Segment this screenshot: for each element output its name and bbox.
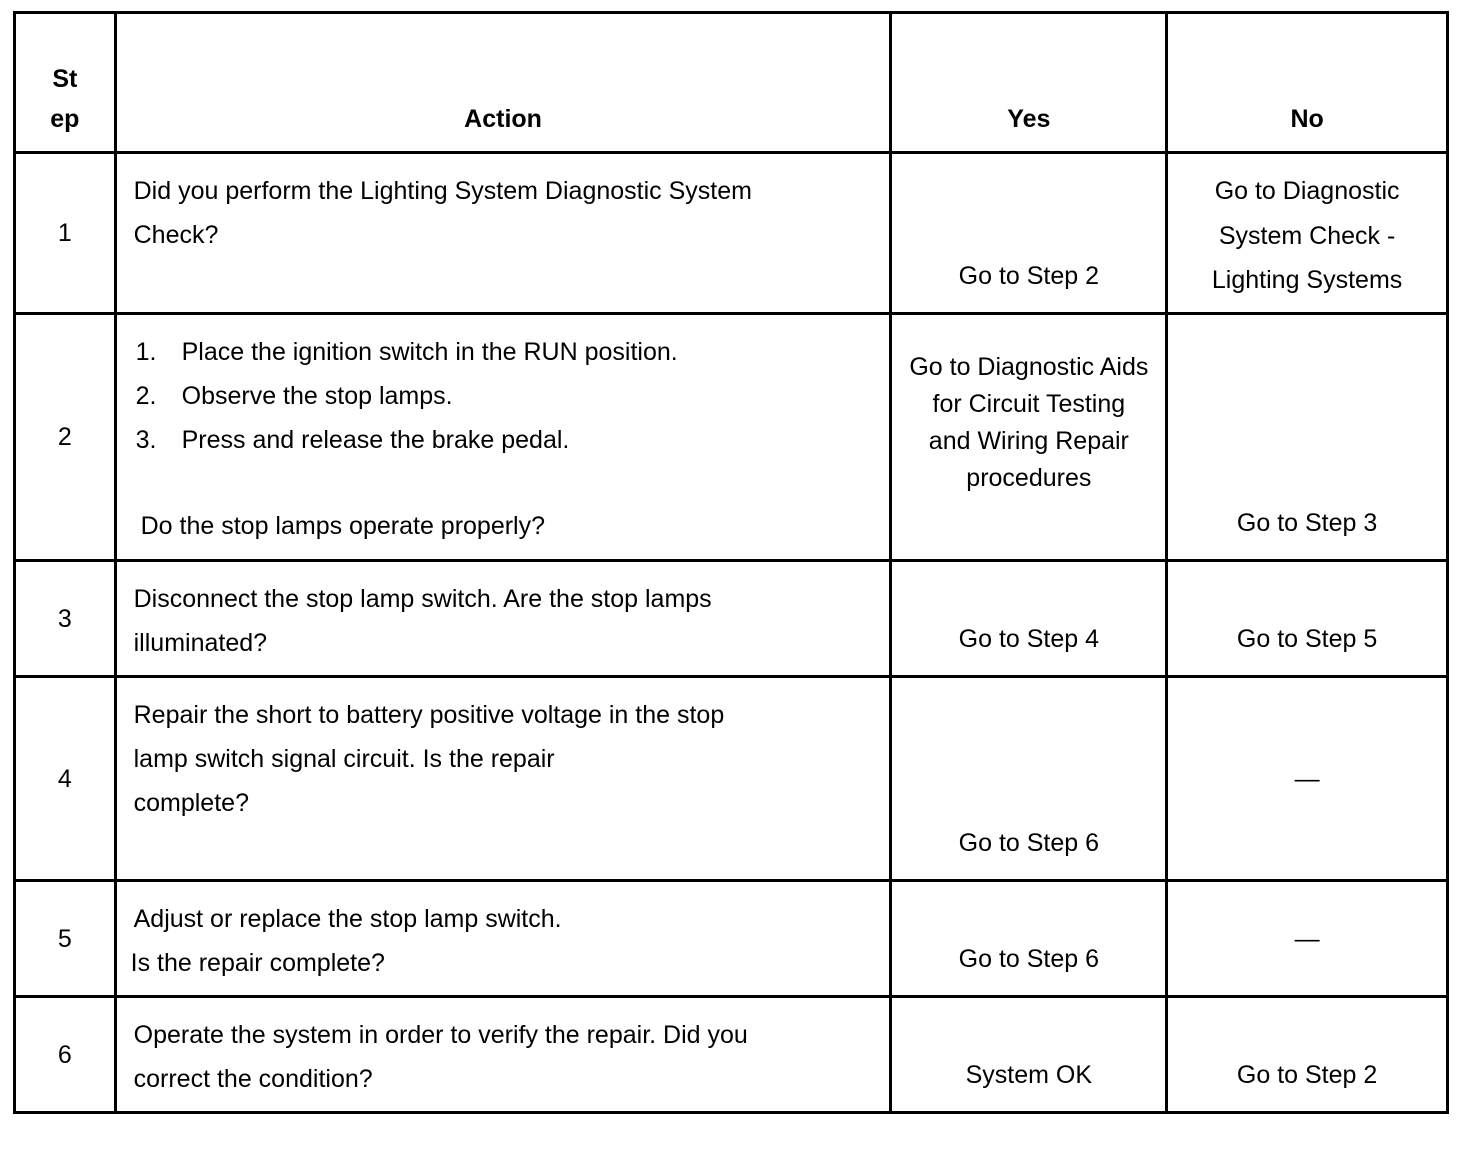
action-line: correct the condition?	[133, 1065, 373, 1093]
header-action: Action	[115, 13, 891, 153]
action-line: lamp switch signal circuit. Is the repair	[133, 745, 555, 773]
yes-cell: Go to Step 6	[891, 677, 1167, 881]
list-item	[134, 418, 890, 462]
no-cell: Go to Step 3	[1167, 314, 1448, 561]
step-number: 6	[15, 997, 116, 1113]
no-line: Lighting Systems	[1211, 266, 1403, 294]
yes-line: procedures	[966, 464, 1092, 492]
yes-cell: Go to Step 2	[891, 153, 1167, 314]
table-row	[15, 677, 1448, 881]
header-yes: Yes	[891, 13, 1167, 153]
step-number: 4	[15, 677, 116, 881]
yes-cell: System OK	[891, 997, 1167, 1113]
no-cell: —	[1167, 677, 1448, 881]
list-item-number: 2.	[135, 382, 157, 410]
header-step-line-2: ep	[50, 105, 80, 133]
list-item	[134, 374, 890, 418]
action-line: Adjust or replace the stop lamp switch.	[133, 905, 562, 933]
action-line: Is the repair complete?	[130, 949, 385, 977]
action-steps-list	[134, 330, 890, 462]
action-question: Do the stop lamps operate properly?	[140, 512, 546, 540]
yes-cell: Go to Step 6	[891, 881, 1167, 997]
table-row	[15, 561, 1448, 677]
no-line: System Check -	[1218, 221, 1396, 250]
header-row	[15, 13, 1448, 153]
yes-line: Go to Diagnostic Aids	[909, 353, 1149, 381]
action-cell	[115, 677, 891, 881]
step-number: 3	[15, 561, 116, 677]
action-line: Check?	[133, 221, 219, 249]
action-line: Disconnect the stop lamp switch. Are the stop lamps	[133, 585, 712, 613]
table-row	[15, 997, 1448, 1113]
yes-line: and Wiring Repair	[928, 427, 1129, 455]
action-line: illuminated?	[133, 629, 268, 657]
step-number: 2	[15, 314, 116, 561]
list-item-number: 1.	[135, 338, 157, 366]
action-cell	[115, 561, 891, 677]
list-item-text: Observe the stop lamps.	[181, 382, 453, 410]
header-step-line-1: St	[52, 65, 78, 93]
no-cell: Go to Step 5	[1167, 561, 1448, 677]
action-cell	[115, 997, 891, 1113]
list-item	[134, 330, 890, 374]
no-cell	[1167, 153, 1448, 314]
list-item-text: Place the ignition switch in the RUN position.	[181, 338, 678, 366]
list-item-number: 3.	[135, 426, 157, 454]
action-cell	[115, 314, 891, 561]
action-line: complete?	[133, 789, 249, 817]
table-row	[15, 881, 1448, 997]
yes-line: for Circuit Testing	[932, 390, 1126, 418]
table-row	[15, 314, 1448, 561]
action-line: Repair the short to battery positive voltage in the stop	[133, 701, 725, 729]
diagnostic-table	[13, 11, 1449, 1114]
header-step	[15, 13, 116, 153]
step-number: 5	[15, 881, 116, 997]
yes-cell	[891, 314, 1167, 561]
step-number: 1	[15, 153, 116, 314]
no-cell: —	[1167, 881, 1448, 997]
no-cell: Go to Step 2	[1167, 997, 1448, 1113]
action-cell	[115, 881, 891, 997]
action-line: Did you perform the Lighting System Diagnostic System	[133, 177, 752, 205]
header-no: No	[1167, 13, 1448, 153]
action-cell	[115, 153, 891, 314]
no-line: Go to Diagnostic	[1214, 177, 1400, 205]
table-row	[15, 153, 1448, 314]
list-item-text: Press and release the brake pedal.	[181, 426, 570, 454]
action-line: Operate the system in order to verify the repair. Did you	[133, 1021, 748, 1049]
yes-cell: Go to Step 4	[891, 561, 1167, 677]
